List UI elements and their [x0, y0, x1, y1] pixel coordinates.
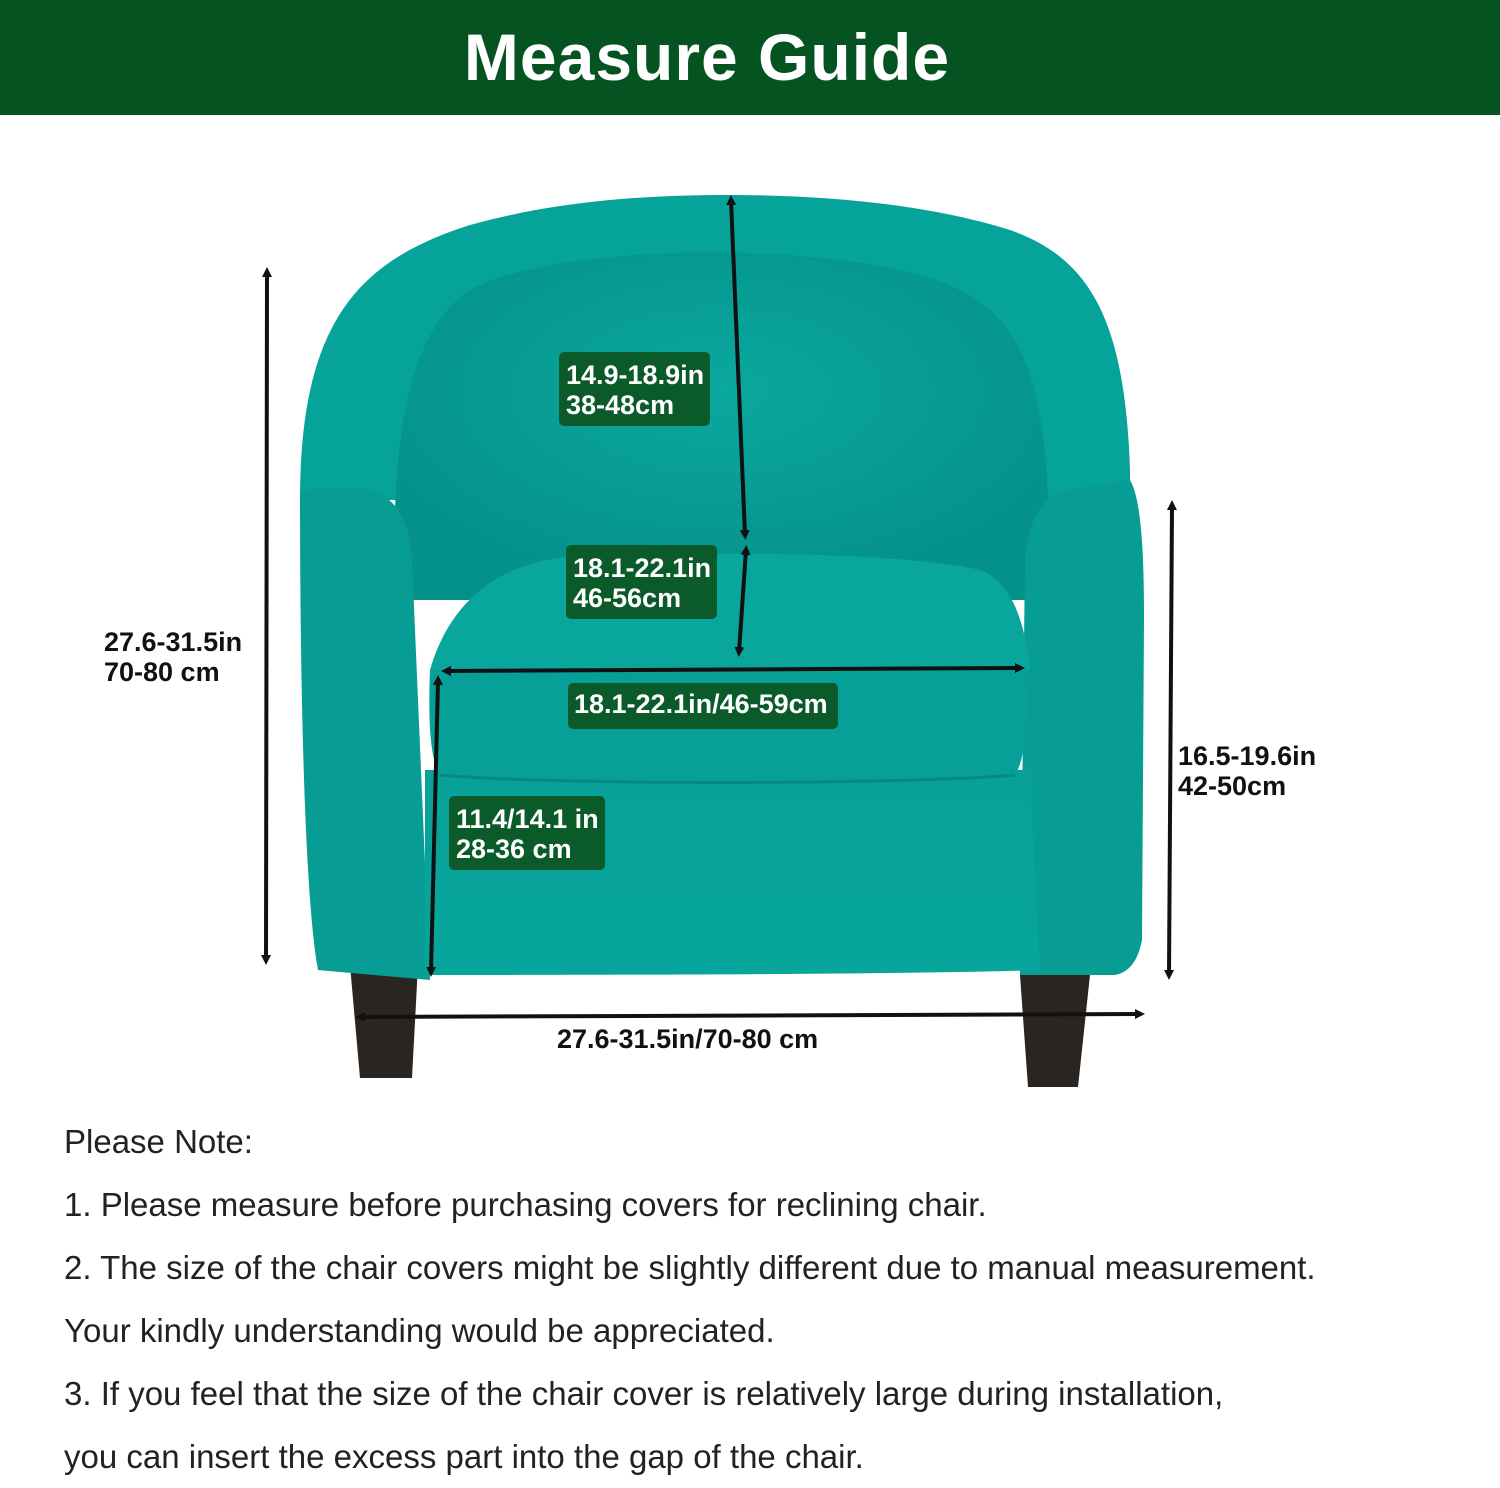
notes-section: [64, 1110, 1484, 1488]
seat-width-value: 18.1-22.1in/46-59cm: [574, 689, 828, 719]
note-item-3: 3. If you feel that the size of the chair cover is relatively large during installation,: [64, 1375, 1224, 1412]
arm-height-label: [1178, 741, 1316, 801]
seat-depth-in: 18.1-22.1in: [573, 553, 712, 583]
note-item-2: 2. The size of the chair covers might be slightly different due to manual measurement.: [64, 1249, 1316, 1286]
total-height-arrow: [266, 272, 267, 960]
total-height-label: [104, 627, 242, 687]
back-height-badge: [559, 352, 710, 426]
note-item-2-continued: Your kindly understanding would be appreciated.: [64, 1312, 775, 1349]
seat-depth-cm: 46-56cm: [573, 583, 682, 613]
seat-height-badge: [449, 796, 605, 870]
arm-height-cm: 42-50cm: [1178, 771, 1287, 801]
note-item-1: 1. Please measure before purchasing covers for reclining chair.: [64, 1186, 987, 1223]
seat-height-cm: 28-36 cm: [456, 834, 572, 864]
right-leg: [1020, 975, 1090, 1087]
back-height-in: 14.9-18.9in: [566, 360, 705, 390]
left-arm: [300, 488, 430, 980]
seat-depth-badge: [566, 545, 717, 619]
arm-height-arrow: [1169, 505, 1172, 975]
note-item-3-continued: you can insert the excess part into the gap of the chair.: [64, 1438, 864, 1475]
left-leg: [350, 965, 418, 1078]
header-banner: [0, 0, 1500, 115]
notes-heading: Please Note:: [64, 1123, 253, 1160]
total-width-label: [557, 1024, 818, 1054]
total-height-cm: 70-80 cm: [104, 657, 220, 687]
arm-height-in: 16.5-19.6in: [1178, 741, 1317, 771]
total-height-in: 27.6-31.5in: [104, 627, 243, 657]
back-height-cm: 38-48cm: [566, 390, 675, 420]
seat-cushion-top: [430, 554, 1030, 670]
total-width-value: 27.6-31.5in/70-80 cm: [557, 1024, 819, 1054]
seat-height-in: 11.4/14.1 in: [456, 804, 599, 834]
page-title: Measure Guide: [463, 19, 951, 94]
chair-inner-back: [394, 253, 1050, 601]
right-arm: [1020, 480, 1144, 975]
seat-width-badge: [568, 683, 838, 729]
chair-illustration: [0, 115, 1500, 1105]
